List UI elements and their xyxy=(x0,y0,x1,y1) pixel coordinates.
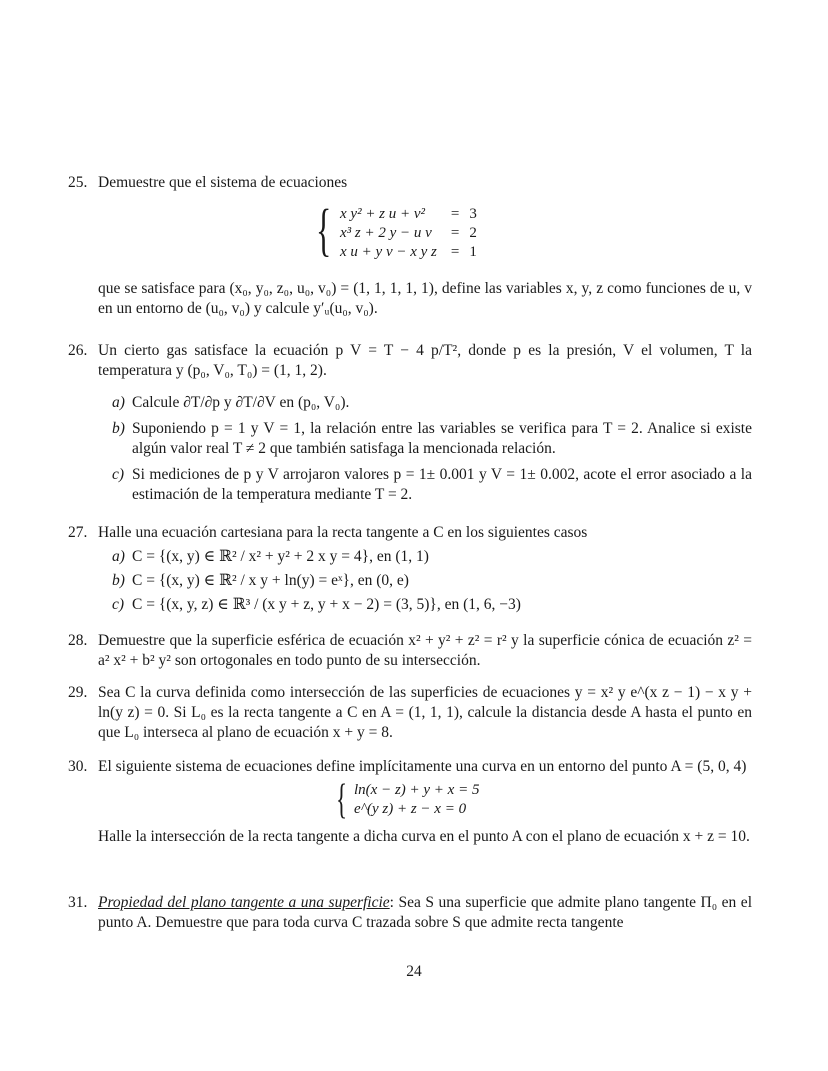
problem-number: 30. xyxy=(68,758,88,775)
problem-29 xyxy=(68,683,752,743)
sub-item: a) Calcule ∂T/∂p y ∂T/∂V en (p₀, V₀). xyxy=(112,394,350,411)
system-row: x u + y v − x y z = 1 xyxy=(340,244,477,260)
problem-title: Propiedad del plano tangente a una superficie xyxy=(98,894,390,911)
sub-item: b) Suponiendo p = 1 y V = 1, la relación entre las variables se verifica para T = 2. Analice si existe algún valor real T ≠ 2 que también satisfaga la mencionada relación. xyxy=(112,420,752,457)
system-row: x y² + z u + v² = 3 xyxy=(340,206,477,222)
problem-text: El siguiente sistema de ecuaciones define implícitamente una curva en un entorno del punto A = (5, 0, 4) xyxy=(98,758,747,775)
problem-text: Sea C la curva definida como intersección de las superficies de ecuaciones y = x² y e^(x z − 1) − x y + ln(y z) = 0. Si L₀ es la recta tangente a C en A = (1, 1, 1), calcule la distancia desde A hasta el punto en que L₀ interseca al plano de ecuación x + y = 8. xyxy=(98,684,752,741)
problem-number: 29. xyxy=(68,684,88,701)
equation-system xyxy=(98,197,752,265)
problem-text-2: Halle la intersección de la recta tangente a dicha curva en el punto A con el plano de ecuación x + z = 10. xyxy=(98,828,750,845)
problem-number: 31. xyxy=(68,894,88,911)
problem-28 xyxy=(68,631,752,671)
problem-intro: Demuestre que el sistema de ecuaciones xyxy=(98,174,348,191)
sub-item: c) Si mediciones de p y V arrojaron valores p = 1± 0.001 y V = 1± 0.002, acote el error asociado a la estimación de la temperatura mediante T = 2. xyxy=(112,466,752,503)
problem-number: 27. xyxy=(68,524,88,541)
problem-31 xyxy=(68,893,752,933)
page-number: 24 xyxy=(406,963,422,980)
system-row: ln(x − z) + y + x = 5 xyxy=(354,782,480,798)
sub-item: b) C = {(x, y) ∈ ℝ² / x y + ln(y) = eˣ}, en (0, e) xyxy=(112,572,409,589)
problem-30 xyxy=(68,757,752,847)
brace: { xyxy=(316,197,332,262)
problem-text: : Sea S una superficie que admite plano tangente Π₀ en el punto A. Demuestre que para toda curva C trazada sobre S que admite recta tangente xyxy=(98,894,752,931)
equation-system xyxy=(98,779,752,821)
problem-text: Demuestre que la superficie esférica de ecuación x² + y² + z² = r² y la superficie cónica de ecuación z² = a² x² + b² y² son ortogonales en todo punto de su intersección. xyxy=(98,632,752,669)
problem-25 xyxy=(68,173,752,319)
sub-item: a) C = {(x, y) ∈ ℝ² / x² + y² + 2 x y = 4}, en (1, 1) xyxy=(112,548,429,565)
problem-text: que se satisface para (x₀, y₀, z₀, u₀, v₀) = (1, 1, 1, 1, 1), define las variables x, y, z como funciones de u, v en un entorno de (u₀, v₀) y calcule y′ᵤ(u₀, v₀). xyxy=(98,280,752,317)
problem-27 xyxy=(68,523,752,619)
problem-number: 25. xyxy=(68,174,88,191)
brace: { xyxy=(336,777,348,823)
system-row: x³ z + 2 y − u v = 2 xyxy=(340,225,477,241)
problem-26 xyxy=(68,341,752,511)
problem-text: Un cierto gas satisface la ecuación p V = T − 4 p/T², donde p es la presión, V el volumen, T la temperatura y (p₀, V₀, T₀) = (1, 1, 2). xyxy=(98,342,752,379)
problem-number: 28. xyxy=(68,632,88,649)
system-row: e^(y z) + z − x = 0 xyxy=(354,801,467,817)
problem-number: 26. xyxy=(68,342,88,359)
problem-text: Halle una ecuación cartesiana para la recta tangente a C en los siguientes casos xyxy=(98,524,588,541)
sub-item: c) C = {(x, y, z) ∈ ℝ³ / (x y + z, y + x − 2) = (3, 5)}, en (1, 6, −3) xyxy=(112,596,521,613)
